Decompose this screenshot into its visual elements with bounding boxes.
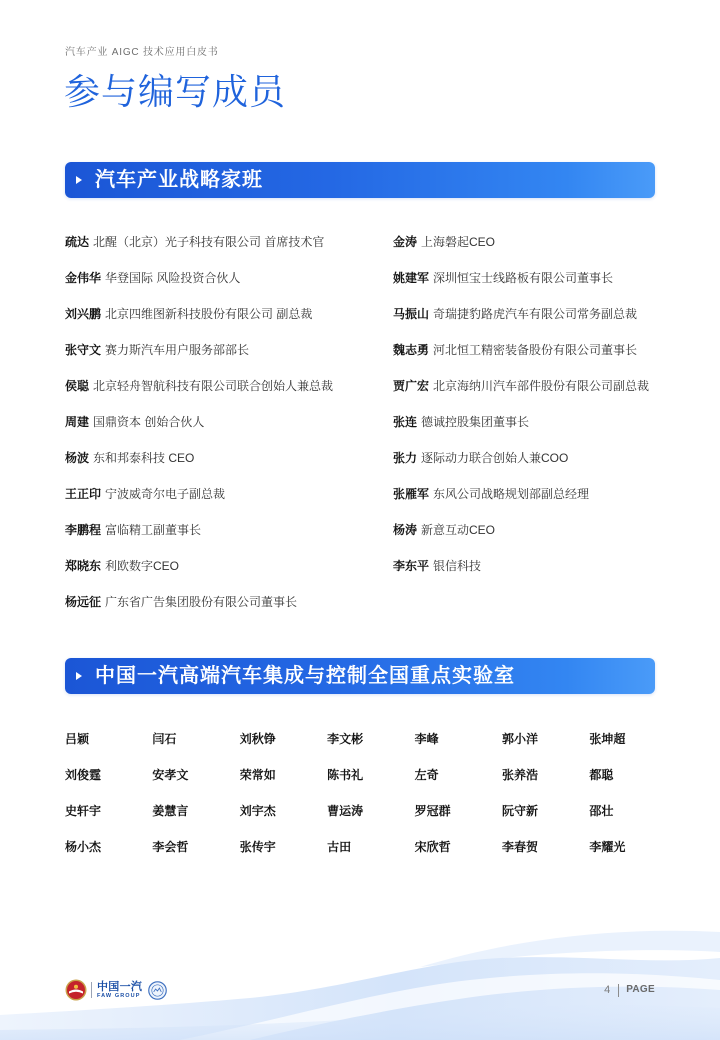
decorative-wave (0, 905, 720, 1040)
member-entry (65, 270, 385, 306)
member-entry (65, 378, 385, 414)
lab-member-name: 阮守新 (501, 804, 538, 818)
member-affiliation: 富临精工副董事长 (105, 523, 202, 537)
member-name: 疏达 (65, 235, 90, 249)
member-entry (65, 450, 385, 486)
lab-member-name: 李峰 (414, 732, 439, 746)
section-title: 汽车产业战略家班 (95, 169, 263, 191)
member-name: 张力 (393, 451, 418, 465)
member-affiliation: 广东省广告集团股份有限公司董事长 (105, 595, 298, 609)
page-title: 参与编写成员 (64, 71, 287, 112)
faw-emblem-icon (65, 979, 87, 1001)
member-affiliation: 上海磐起CEO (421, 235, 496, 249)
page-separator (618, 984, 619, 997)
lab-member-name: 张养浩 (501, 768, 538, 782)
lab-member-name: 邵壮 (589, 804, 614, 818)
brand-name-en: FAW GROUP (97, 992, 141, 999)
document-header: 汽车产业 AIGC 技术应用白皮书 (65, 47, 219, 58)
member-affiliation: 北京四维图新科技股份有限公司 副总裁 (105, 307, 313, 321)
member-entry (393, 522, 655, 558)
lab-member-name: 张坤超 (589, 732, 626, 746)
member-name: 侯聪 (65, 379, 90, 393)
lab-member-name: 都聪 (589, 768, 614, 782)
member-entry (393, 486, 655, 522)
section-title: 中国一汽高端汽车集成与控制全国重点实验室 (95, 665, 515, 687)
member-affiliation: 东和邦泰科技 CEO (93, 451, 195, 465)
page-number: 4 (604, 984, 611, 996)
member-entry (393, 306, 655, 342)
lab-member-name: 陈书礼 (327, 768, 364, 782)
member-name: 张守文 (65, 343, 102, 357)
member-entry (65, 342, 385, 378)
lab-member-name: 李耀光 (589, 840, 626, 854)
member-entry (393, 378, 655, 414)
member-name: 王正印 (65, 487, 102, 501)
member-affiliation: 德诚控股集团董事长 (421, 415, 530, 429)
member-entry (393, 450, 655, 486)
member-name: 郑晓东 (65, 559, 102, 573)
lab-member-name: 左奇 (414, 768, 439, 782)
member-affiliation: 东风公司战略规划部副总经理 (433, 487, 590, 501)
member-affiliation: 国鼎资本 创始合伙人 (93, 415, 205, 429)
member-affiliation: 银信科技 (433, 559, 482, 573)
member-name: 张连 (393, 415, 418, 429)
member-entry (393, 234, 655, 270)
member-entry (65, 306, 385, 342)
member-name: 杨涛 (393, 523, 418, 537)
lab-member-name: 闫石 (152, 732, 177, 746)
member-entry (393, 558, 655, 594)
lab-member-name: 曹运涛 (327, 804, 364, 818)
member-affiliation: 逐际动力联合创始人兼COO (421, 451, 569, 465)
lab-member-name: 李春贺 (501, 840, 538, 854)
member-affiliation: 利欧数字CEO (105, 559, 180, 573)
member-name: 金伟华 (65, 271, 102, 285)
lab-member-name: 李会哲 (152, 840, 189, 854)
member-affiliation: 华登国际 风险投资合伙人 (105, 271, 241, 285)
member-entry (65, 234, 385, 270)
member-affiliation: 北京海纳川汽车部件股份有限公司副总裁 (433, 379, 650, 393)
member-name: 杨远征 (65, 595, 102, 609)
member-affiliation: 宁波威奇尔电子副总裁 (105, 487, 226, 501)
member-name: 李鹏程 (65, 523, 102, 537)
lab-member-name: 罗冠群 (414, 804, 451, 818)
lab-member-name: 安孝文 (152, 768, 189, 782)
lab-member-name: 古田 (327, 840, 352, 854)
lab-member-name: 李文彬 (327, 732, 364, 746)
lab-member-name: 郭小洋 (501, 732, 538, 746)
member-list-left (65, 234, 385, 630)
member-name: 马振山 (393, 307, 430, 321)
member-affiliation: 北京轻舟智航科技有限公司联合创始人兼总裁 (93, 379, 334, 393)
member-name: 周建 (65, 415, 90, 429)
lab-member-name: 荣常如 (239, 768, 276, 782)
member-entry (65, 558, 385, 594)
member-entry (393, 270, 655, 306)
member-list-right (393, 234, 655, 594)
brand-name: 中国一汽 (97, 980, 143, 993)
logo-divider (91, 982, 92, 998)
section-header-strategists (65, 162, 655, 198)
member-affiliation: 新意互动CEO (421, 523, 496, 537)
member-affiliation: 奇瑞捷豹路虎汽车有限公司常务副总裁 (433, 307, 638, 321)
footer-logos (65, 979, 167, 1001)
member-entry (65, 522, 385, 558)
lab-member-name: 姜慧言 (152, 804, 189, 818)
lab-member-name: 刘宇杰 (239, 804, 276, 818)
member-name: 金涛 (393, 235, 418, 249)
triangle-right-icon (76, 176, 82, 184)
lab-emblem-icon (148, 981, 167, 1000)
member-name: 张雁军 (393, 487, 430, 501)
member-affiliation: 深圳恒宝士线路板有限公司董事长 (433, 271, 614, 285)
member-entry (65, 486, 385, 522)
page-number-block (590, 983, 655, 997)
member-entry (393, 414, 655, 450)
member-affiliation: 北醒（北京）光子科技有限公司 首席技术官 (93, 235, 325, 249)
member-name: 刘兴鹏 (65, 307, 102, 321)
lab-member-name: 吕颖 (65, 732, 90, 746)
member-name: 魏志勇 (393, 343, 430, 357)
member-affiliation: 河北恒工精密装备股份有限公司董事长 (433, 343, 638, 357)
member-affiliation: 赛力斯汽车用户服务部部长 (105, 343, 250, 357)
brand-wordmark (97, 981, 142, 1000)
member-name: 姚建军 (393, 271, 430, 285)
lab-member-grid (65, 731, 677, 875)
triangle-right-icon (76, 672, 82, 680)
page-label: PAGE (626, 984, 655, 995)
section-header-lab (65, 658, 655, 694)
lab-member-name: 刘俊霆 (65, 768, 102, 782)
lab-member-name: 张传宇 (239, 840, 276, 854)
member-entry (65, 414, 385, 450)
lab-member-name: 杨小杰 (65, 840, 102, 854)
lab-member-name: 宋欣哲 (414, 840, 451, 854)
lab-member-name: 史轩宇 (65, 804, 102, 818)
member-name: 贾广宏 (393, 379, 430, 393)
member-entry (65, 594, 385, 630)
member-name: 李东平 (393, 559, 430, 573)
member-entry (393, 342, 655, 378)
lab-member-name: 刘秋铮 (239, 732, 276, 746)
member-name: 杨波 (65, 451, 90, 465)
